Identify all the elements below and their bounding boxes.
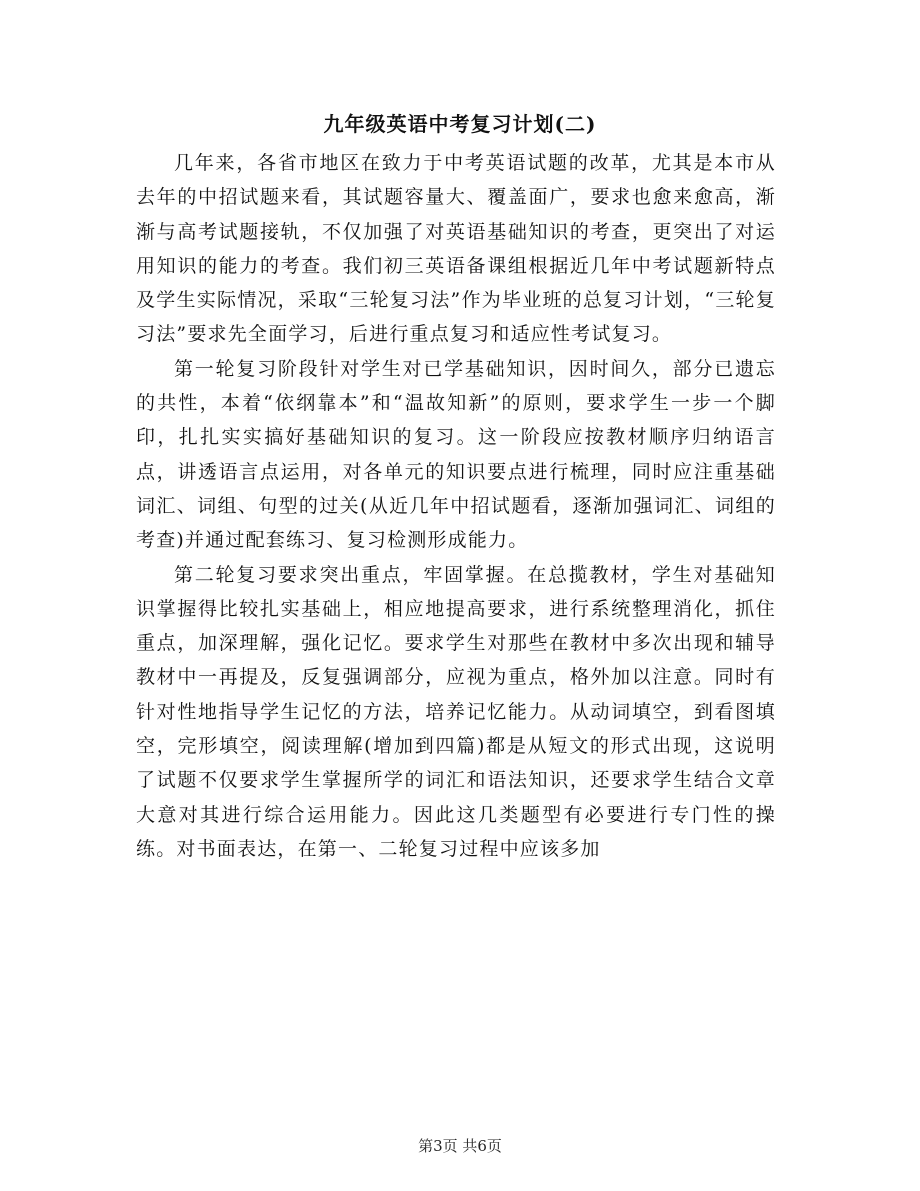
paragraph-second-round: 第二轮复习要求突出重点，牢固掌握。在总揽教材，学生对基础知识掌握得比较扎实基础上，相应地提高要求，进行系统整理消化，抓住重点，加深理解，强化记忆。要求学生对那些在教材中多次出现和辅导教材中一再提及，反复强调部分，应视为重点，格外加以注意。同时有针对性地指导学生记忆的方法，培养记忆能力。从动词填空，到看图填空，完形填空，阅读理解(增加到四篇)都是从短文的形式出现，这说明了试题不仅要求学生掌握所学的词汇和语法知识，还要求学生结合文章大意对其进行综合运用能力。因此这几类题型有必要进行专门性的操练。对书面表达，在第一、二轮复习过程中应该多加 — [136, 563, 776, 860]
document-title: 九年级英语中考复习计划(二) — [323, 112, 597, 136]
document-body — [136, 146, 776, 866]
page-number-footer: 第3页 共6页 — [418, 1137, 502, 1155]
paragraph-intro: 几年来，各省市地区在致力于中考英语试题的改革，尤其是本市从去年的中招试题来看，其试题容量大、覆盖面广，要求也愈来愈高，渐渐与高考试题接轨，不仅加强了对英语基础知识的考查，更突出了对运用知识的能力的考查。我们初三英语备课组根据近几年中考试题新特点及学生实际情况，采取“三轮复习法”作为毕业班的总复习计划，“三轮复习法”要求先全面学习，后进行重点复习和适应性考试复习。 — [136, 152, 776, 346]
paragraph-first-round: 第一轮复习阶段针对学生对已学基础知识，因时间久，部分已遗忘的共性，本着“依纲靠本”和“温故知新”的原则，要求学生一步一个脚印，扎扎实实搞好基础知识的复习。这一阶段应按教材顺序归纳语言点，讲透语言点运用，对各单元的知识要点进行梳理，同时应注重基础词汇、词组、句型的过关(从近几年中招试题看，逐渐加强词汇、词组的考查)并通过配套练习、复习检测形成能力。 — [136, 357, 776, 552]
